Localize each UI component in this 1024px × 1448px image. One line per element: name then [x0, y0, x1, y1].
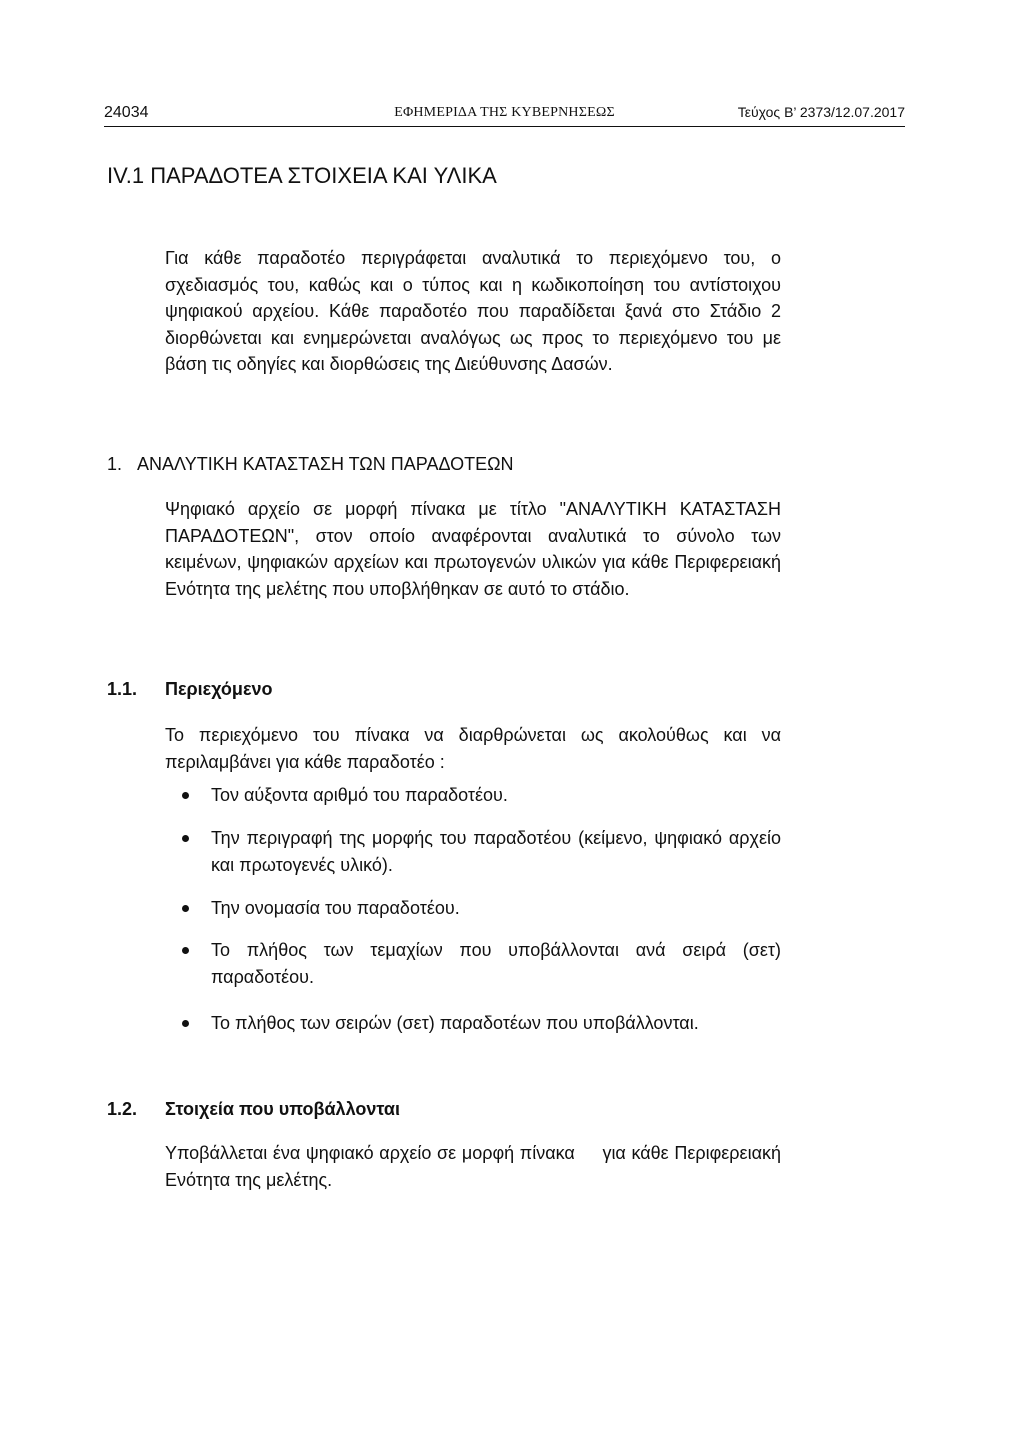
subsection-1-1-paragraph: Το περιεχόμενο του πίνακα να διαρθρώνεται ως ακολούθως και να περιλαμβάνει για κάθε παραδοτέο : — [165, 725, 781, 772]
bullet-icon — [182, 792, 189, 799]
list-item: Την ονομασία του παραδοτέου. — [182, 895, 781, 922]
subsection-1-1-number: 1.1. — [107, 679, 138, 699]
subsection-1-2-title: Στοιχεία που υποβάλλονται — [165, 1099, 400, 1119]
bullet-icon — [182, 905, 189, 912]
list-item: Τον αύξοντα αριθμό του παραδοτέου. — [182, 782, 781, 809]
list-item: Την περιγραφή της μορφής του παραδοτέου (κείμενο, ψηφιακό αρχείο και πρωτογενές υλικό). — [182, 825, 781, 878]
list-item: Το πλήθος των σειρών (σετ) παραδοτέων που υποβάλλονται. — [182, 1010, 781, 1037]
issue-info: Τεύχος Β’ 2373/12.07.2017 — [737, 104, 905, 120]
list-item: Το πλήθος των τεμαχίων που υποβάλλονται ανά σειρά (σετ) παραδοτέου. — [182, 937, 781, 990]
subsection-1-paragraph: Ψηφιακό αρχείο σε μορφή πίνακα με τίτλο "ΑΝΑΛΥΤΙΚΗ ΚΑΤΑΣΤΑΣΗ ΠΑΡΑΔΟΤΕΩΝ", στον οποίο αναφέρονται αναλυτικά το σύνολο των κειμένων, ψηφιακών αρχείων και πρωτογενών υλικών για κάθε Περιφερειακή Ενότητα της μελέτης που υποβλήθηκαν σε αυτό το στάδιο. — [165, 499, 781, 599]
subsection-1-title: ΑΝΑΛΥΤΙΚΗ ΚΑΤΑΣΤΑΣΗ ΤΩΝ ΠΑΡΑΔΟΤΕΩΝ — [137, 454, 514, 474]
bullet-icon — [182, 947, 189, 954]
intro-paragraph: Για κάθε παραδοτέο περιγράφεται αναλυτικά το περιεχόμενο του, ο σχεδιασμός του, καθώς και ο τύπος και η κωδικοποίηση του αντίστοιχου ψηφιακού αρχείου. Κάθε παραδοτέο που παραδίδεται ξανά στο Στάδιο 2 διορθώνεται και ενημερώνεται αναλόγως ως προς το περιεχόμενο του με βάση τις οδηγίες και διορθώσεις της Διεύθυνσης Δασών. — [165, 248, 781, 374]
subsection-1-2-paragraph: Υποβάλλεται ένα ψηφιακό αρχείο σε μορφή πίνακα για κάθε Περιφερειακή Ενότητα της μελέτης. — [165, 1143, 781, 1190]
subsection-1-number: 1. — [107, 454, 123, 474]
subsection-1-2-number: 1.2. — [107, 1099, 138, 1119]
bullet-icon — [182, 1020, 189, 1027]
journal-title: ΕΦΗΜΕΡΙΔΑ ΤΗΣ ΚΥΒΕΡΝΗΣΕΩΣ — [394, 105, 615, 120]
page-header — [104, 100, 905, 127]
section-title: IV.1 ΠΑΡΑΔΟΤΕΑ ΣΤΟΙΧΕΙΑ ΚΑΙ ΥΛΙΚΑ — [107, 163, 497, 188]
bullet-icon — [182, 835, 189, 842]
page-number: 24034 — [104, 104, 149, 121]
subsection-1-1-title: Περιεχόμενο — [165, 679, 273, 699]
